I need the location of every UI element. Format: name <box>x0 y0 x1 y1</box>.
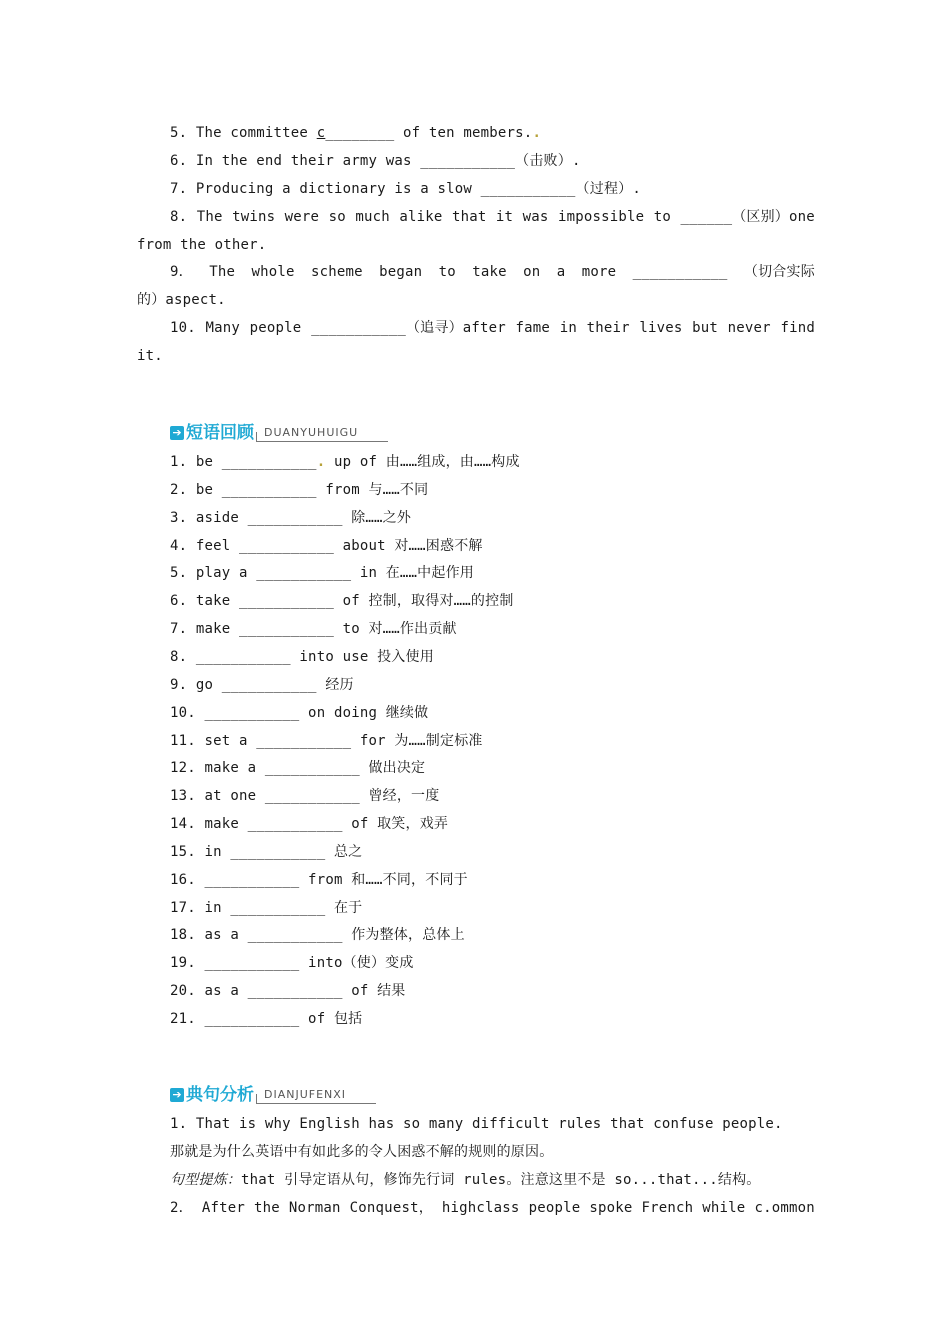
word: while <box>702 1200 746 1216</box>
word: a <box>556 264 566 280</box>
word: 10. <box>170 320 196 336</box>
section-subtitle-phrases: DUANYUHUIGU <box>258 426 388 442</box>
phrase-text: 4. feel ___________ about 对……困惑不解 <box>170 537 483 554</box>
word: that <box>451 209 487 225</box>
phrase-item <box>170 536 483 556</box>
word: 2． <box>170 1200 193 1216</box>
word: scheme <box>310 264 363 280</box>
vocab-item-6: 6. In the end their army was ___________（击败）. <box>170 153 581 169</box>
word: was <box>522 209 549 225</box>
vocab-item-7: 7. Producing a dictionary is a slow ___________（过程）. <box>170 181 641 197</box>
phrase-item <box>170 675 354 695</box>
vocab-item-5-text: 5. The committee <box>170 125 317 141</box>
phrase-item <box>170 619 457 639</box>
phrase-text: 6. take ___________ of 控制，取得对……的控制 <box>170 593 514 610</box>
word: take <box>472 264 507 280</box>
word: impossible <box>557 209 645 225</box>
phrase-text: 10. ___________ on doing 继续做 <box>170 704 429 721</box>
word: whole <box>251 264 295 280</box>
word: French <box>641 1200 694 1216</box>
section-header-phrases <box>170 420 388 444</box>
phrase-item <box>170 563 474 583</box>
phrase-text: 1. be ___________ <box>170 454 317 470</box>
sentence-1-note <box>170 1170 761 1190</box>
word: much <box>355 209 390 225</box>
word: their <box>586 320 630 336</box>
section-header-sentences <box>170 1082 376 1106</box>
phrase-text: 17. in ___________ 在于 <box>170 899 363 916</box>
word: so <box>328 209 346 225</box>
phrase-text: 18. as a ___________ 作为整体，总体上 <box>170 927 465 944</box>
word: to <box>653 209 671 225</box>
phrase-text: 9. go ___________ 经历 <box>170 676 354 693</box>
phrase-item <box>170 703 428 723</box>
word: the <box>254 1200 280 1216</box>
vocab-item-10 <box>170 318 815 338</box>
vocab-item-5 <box>170 123 541 143</box>
word: The <box>209 264 236 280</box>
word: were <box>284 209 320 225</box>
word: c.ommon <box>754 1200 815 1216</box>
phrase-item <box>170 953 414 973</box>
word: alike <box>399 209 443 225</box>
word: to <box>438 264 456 280</box>
phrase-text: 16. ___________ from 和……不同，不同于 <box>170 871 468 888</box>
arrow-right-icon: ➔ <box>170 426 184 440</box>
note-text: that 引导定语从句，修饰先行词 rules。注意这里不是 so...that...结构。 <box>241 1172 761 1188</box>
word: lives <box>639 320 683 336</box>
word: in <box>559 320 577 336</box>
phrase-text: 13. at one ___________ 曾经，一度 <box>170 788 440 805</box>
word: Norman <box>288 1200 341 1216</box>
phrase-item <box>170 814 448 834</box>
word: Conquest， <box>349 1200 433 1216</box>
word: more <box>581 264 617 280</box>
sentence-1-english: 1. That is why English has so many difficult rules that confuse people. <box>170 1116 783 1132</box>
word: never <box>727 320 771 336</box>
phrase-item <box>170 591 514 611</box>
word: people <box>249 320 302 336</box>
word: spoke <box>589 1200 633 1216</box>
vocab-item-10-cont: it. <box>137 348 163 364</box>
section-subtitle-sentences: DIANJUFENXI <box>258 1088 376 1104</box>
phrase-text: 12. make a ___________ 做出决定 <box>170 760 426 777</box>
section-title-sentences: 典句分析 <box>186 1085 254 1105</box>
word: 8. <box>170 209 188 225</box>
phrase-text: 15. in ___________ 总之 <box>170 843 363 860</box>
word: but <box>692 320 719 336</box>
phrase-item <box>170 758 425 778</box>
word: ___________（追寻）after <box>311 320 506 336</box>
phrase-item <box>170 480 428 500</box>
vocab-item-9 <box>170 262 815 282</box>
marker-dot: . <box>316 454 326 470</box>
word: fame <box>515 320 551 336</box>
vocab-item-9-cont: 的）aspect. <box>137 292 226 308</box>
word: After <box>201 1200 245 1216</box>
phrase-text: 7. make ___________ to 对……作出贡献 <box>170 621 457 638</box>
word: find <box>780 320 815 336</box>
vocab-item-5-hint: c <box>316 125 326 141</box>
phrase-text: 21. ___________ of 包括 <box>170 1011 363 1027</box>
marker-dot: . <box>532 125 542 141</box>
word: （切合实际 <box>743 264 815 280</box>
vocab-item-5-rest: ________ of ten members. <box>325 125 533 141</box>
phrase-item <box>170 925 465 945</box>
phrase-item <box>170 452 520 472</box>
phrase-item <box>170 731 483 751</box>
vocab-item-8 <box>170 207 815 227</box>
word: began <box>379 264 423 280</box>
phrase-item <box>170 842 362 862</box>
sentence-1-translation: 那就是为什么英语中有如此多的令人困惑不解的规则的原因。 <box>170 1144 554 1160</box>
arrow-right-icon: ➔ <box>170 1088 184 1102</box>
word: on <box>523 264 541 280</box>
phrase-text-rest: up of 由……组成，由……构成 <box>325 454 520 470</box>
phrase-item <box>170 647 434 667</box>
phrase-text: 20. as a ___________ of 结果 <box>170 983 406 1000</box>
word: it <box>495 209 514 225</box>
phrase-text: 8. ___________ into use 投入使用 <box>170 648 434 665</box>
phrase-text: 11. set a ___________ for 为……制定标准 <box>170 732 483 749</box>
word: twins <box>232 209 276 225</box>
word: ______（区别）one <box>680 209 815 225</box>
phrase-item <box>170 870 468 890</box>
sentence-2-english <box>170 1198 815 1218</box>
word: 9． <box>170 264 193 280</box>
phrase-text: 5. play a ___________ in 在……中起作用 <box>170 565 474 582</box>
phrase-text: 3. aside ___________ 除……之外 <box>170 509 412 526</box>
word: people <box>528 1200 581 1216</box>
phrase-item <box>170 898 362 918</box>
phrase-item <box>170 1009 362 1029</box>
phrase-text: 19. ___________ into（使）变成 <box>170 955 414 972</box>
phrase-item <box>170 786 439 806</box>
section-title-phrases: 短语回顾 <box>186 423 254 443</box>
word: highclass <box>441 1200 520 1216</box>
note-label: 句型提炼： <box>170 1172 241 1188</box>
word: The <box>196 209 223 225</box>
phrase-item <box>170 981 406 1001</box>
word: ___________ <box>632 264 728 280</box>
phrase-text: 14. make ___________ of 取笑，戏弄 <box>170 816 449 833</box>
phrase-text: 2. be ___________ from 与……不同 <box>170 481 429 498</box>
word: Many <box>205 320 241 336</box>
phrase-item <box>170 508 411 528</box>
vocab-item-8-cont: from the other. <box>137 237 267 253</box>
